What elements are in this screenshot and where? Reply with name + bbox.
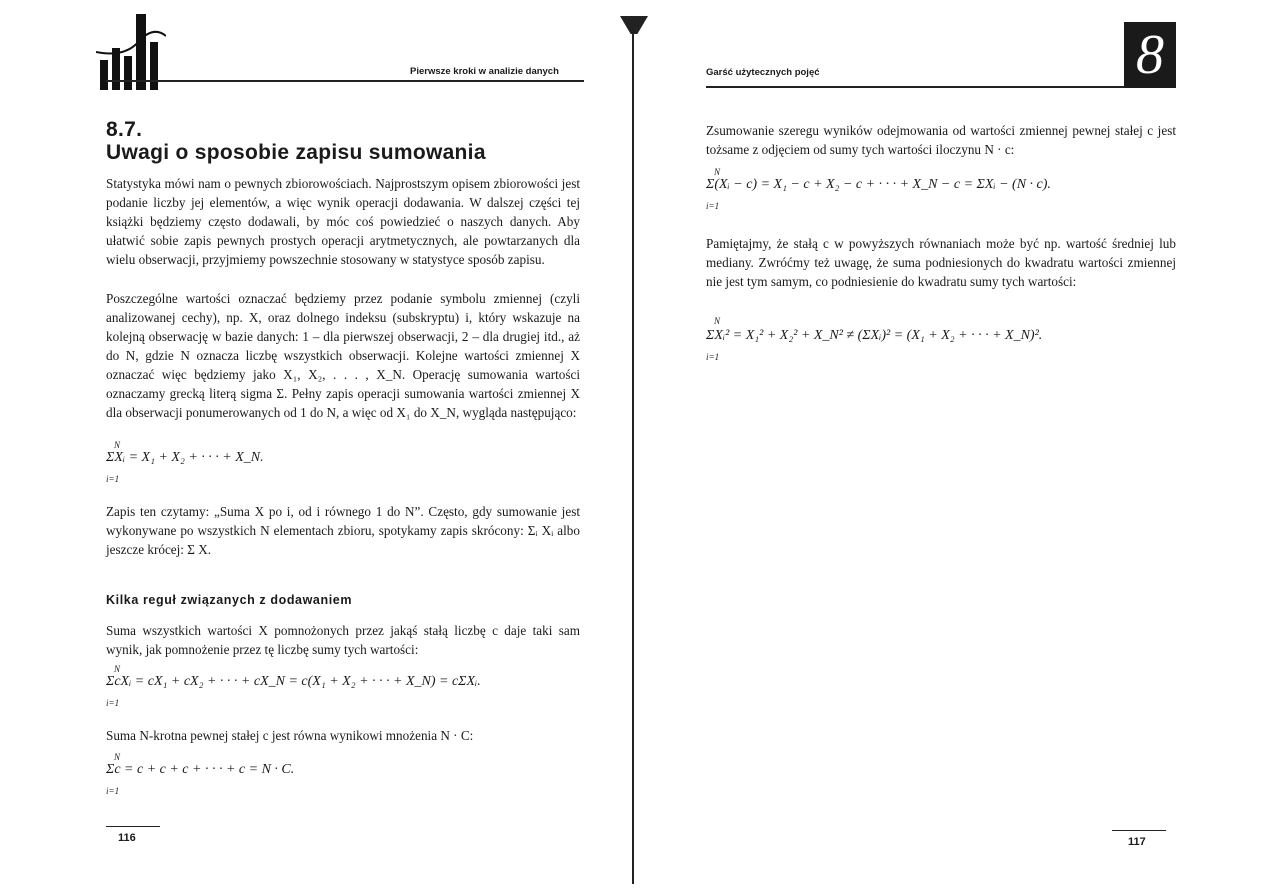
header-rule [706, 86, 1124, 88]
running-head-right: Garść użytecznych pojęć [706, 67, 820, 78]
formula-text: ΣcXᵢ = cX₁ + cX₂ + · · · + cX_N = c(X₁ + X₂ + · · · + X_N) = cΣXᵢ. [106, 674, 481, 689]
right-page [632, 0, 1262, 894]
sum-lower-limit: i=1 [106, 698, 120, 708]
paragraph-intro: Statystyka mówi nam o pewnych zbiorowościach. Najprostszym opisem zbiorowości jest podanie liczby jej elementów, a więc wynik operacji dodawania. W dalszej części tej książki będziemy często dodawali, by móc coś powiedzieć o naszych danych. Aby ułatwić sobie zapis pewnych prostych operacji arytmetycznych, ale powtarzanych dla wielu obserwacji, przyjmiemy powszechnie stosowany w statystyce sposób zapisu. [106, 176, 580, 267]
formula-text: ΣXᵢ² = X₁² + X₂² + X_N² ≠ (ΣXᵢ)² = (X₁ + X₂ + · · · + X_N)². [706, 328, 1043, 343]
sum-upper-limit: N [114, 440, 121, 450]
paragraph-subtract-constant: Zsumowanie szeregu wyników odejmowania od wartości zmiennej pewnej stałej c jest tożsame z odjęciem od sumy tych wartości iloczynu N · c: [706, 123, 1176, 157]
sum-lower-limit: i=1 [106, 474, 120, 484]
section-title: Uwagi o sposobie zapisu sumowania [106, 141, 486, 164]
sum-upper-limit: N [714, 316, 721, 326]
paragraph-rule-sum-constant: Suma N-krotna pewnej stałej c jest równa wynikowi mnożenia N · C: [106, 728, 474, 743]
paragraph-reading: Zapis ten czytamy: „Suma X po i, od i równego 1 do N”. Często, gdy sumowanie jest wykonywane po wszystkich N elementach zbioru, spotykamy zapis skrócony: Σᵢ Xᵢ albo jeszcze krócej: Σ X. [106, 504, 580, 557]
left-page [0, 0, 630, 894]
folio-rule [1112, 830, 1166, 831]
formula-text: Σ(Xᵢ − c) = X₁ − c + X₂ − c + · · · + X_N − c = ΣXᵢ − (N · c). [706, 177, 1051, 192]
sum-upper-limit: N [714, 167, 721, 177]
folio-rule [106, 826, 160, 827]
subsection-title: Kilka reguł związanych z dodawaniem [106, 593, 353, 607]
paragraph-rule-constant: Suma wszystkich wartości X pomnożonych przez jakąś stałą liczbę c daje taki sam wynik, jak pomnożenie przez tę liczbę sumy tych wartości: [106, 623, 580, 657]
page-number-right: 117 [1128, 836, 1146, 848]
sum-upper-limit: N [114, 664, 121, 674]
header-rule [106, 80, 584, 82]
section-number: 8.7. [106, 118, 143, 141]
paragraph-notation: Poszczególne wartości oznaczać będziemy przez podanie symbolu zmiennej (czyli analizowanej cechy), np. X, oraz dolnego indeksu (subskryptu) i, który wskazuje na kolejną obserwację w bazie danych: 1 – dla pierwszej obserwacji, 2 – dla drugiej itd., aż do N, gdzie N oznacza liczbę wszystkich obserwacji. Kolejne wartości zmiennej X oznaczać więc będziemy jako X₁, X₂, . . . , X_N. Operację sumowania wartości oznaczamy grecką literą sigma Σ. Pełny zapis operacji sumowania wartości zmiennej X dla obserwacji ponumerowanych od 1 do N, a więc od X₁ do X_N, wygląda następująco: [106, 291, 580, 420]
formula-text: Σc = c + c + c + · · · + c = N · C. [106, 762, 295, 777]
chapter-number-badge: 8 [1124, 22, 1176, 88]
running-head-left: Pierwsze kroki w analizie danych [410, 66, 559, 77]
sum-lower-limit: i=1 [706, 352, 720, 362]
formula-text: ΣXᵢ = X₁ + X₂ + · · · + X_N. [106, 450, 264, 465]
paragraph-squares: Pamiętajmy, że stałą c w powyższych równaniach może być np. wartość średniej lub mediany. Zwróćmy też uwagę, że suma podniesionych do kwadratu wartości zmiennej nie jest tym samym, co podniesienie do kwadratu sumy tych wartości: [706, 236, 1176, 289]
sum-lower-limit: i=1 [706, 201, 720, 211]
sum-lower-limit: i=1 [106, 786, 120, 796]
chart-logo-icon [96, 12, 166, 96]
sum-upper-limit: N [114, 752, 121, 762]
page-number-left: 116 [118, 832, 136, 844]
